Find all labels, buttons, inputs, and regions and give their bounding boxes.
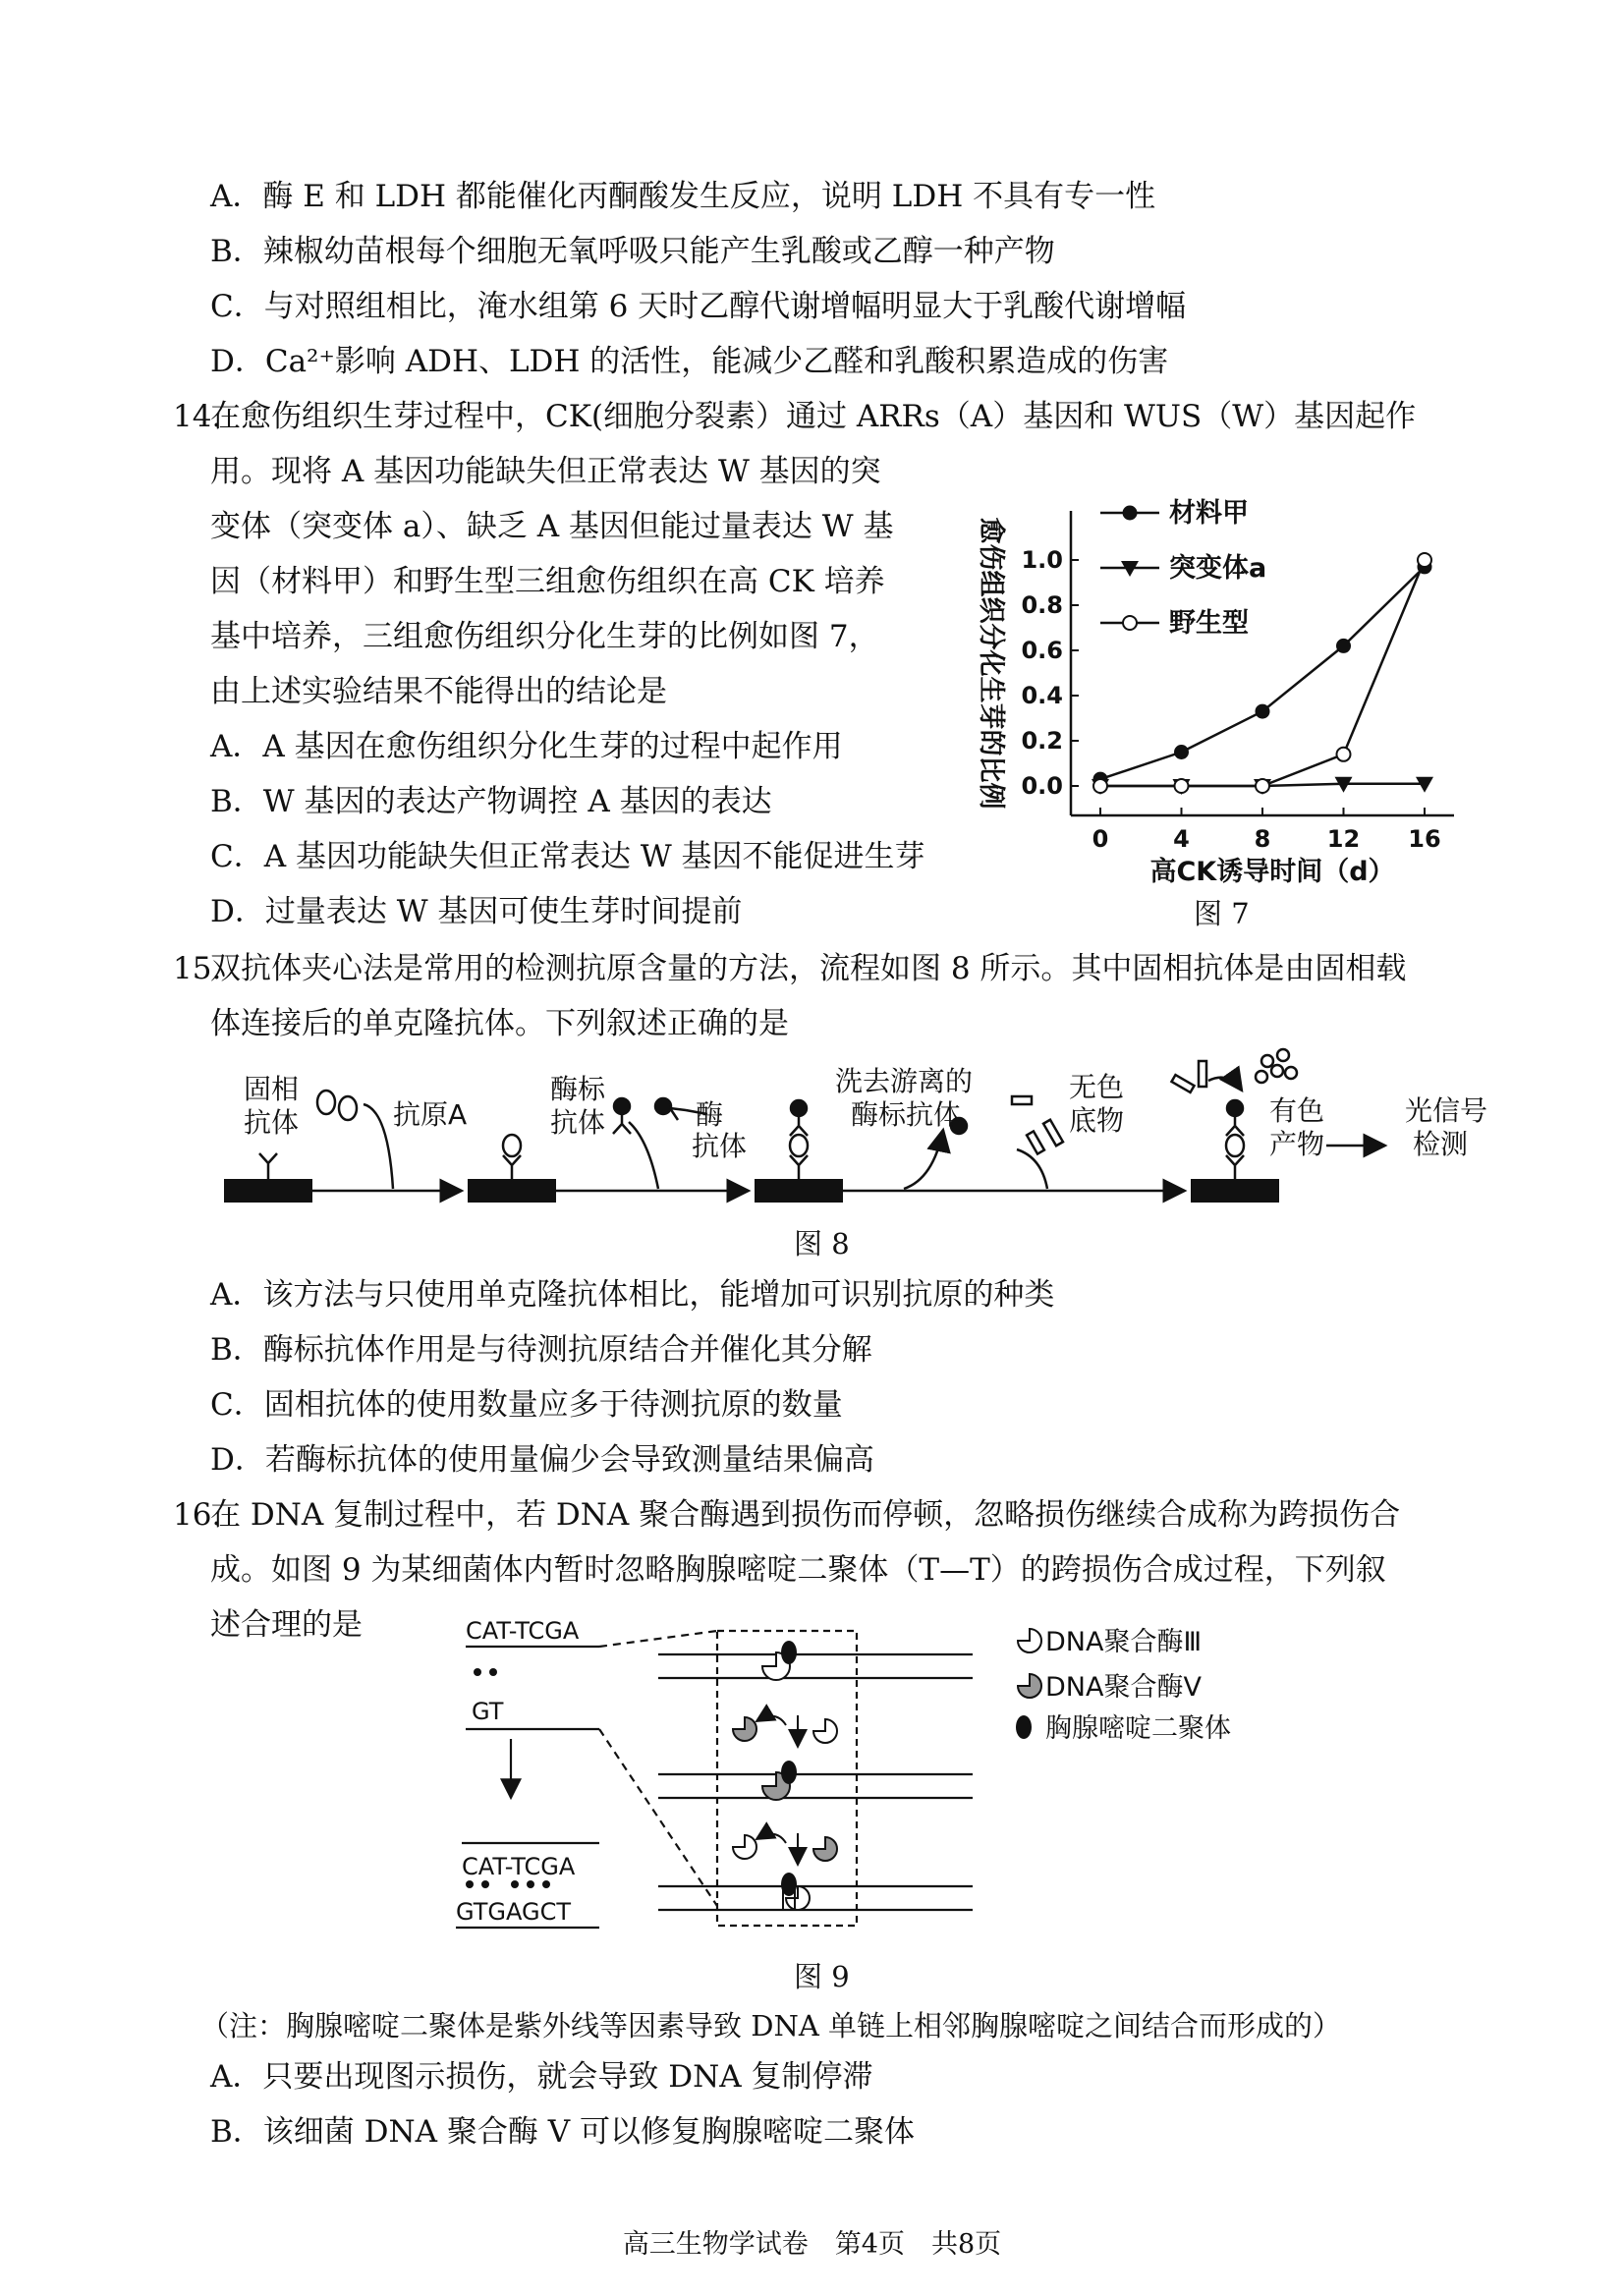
y-tick-label: 0.4 <box>1021 682 1063 709</box>
series-2-point <box>1175 779 1189 793</box>
legend-label: 野生型 <box>1169 608 1249 639</box>
series-2-point <box>1093 779 1107 793</box>
series-2-point <box>1256 779 1269 793</box>
legend-marker <box>1123 616 1137 630</box>
figure-7-caption: 图 7 <box>1194 897 1250 930</box>
q14-option-c: C．A 基因功能缺失但正常表达 W 基因不能促进生芽 <box>210 839 925 874</box>
solid-support <box>1191 1179 1279 1203</box>
y-tick-label: 0.8 <box>1021 591 1063 619</box>
q16-line: 在 DNA 复制过程中，若 DNA 聚合酶遇到损伤而停顿，忽略损伤继续合成称为跨损伤合 <box>210 1497 1401 1533</box>
label-colored-product: 产物 <box>1269 1128 1325 1160</box>
series-0-point <box>1337 639 1351 652</box>
q14-line: 因（材料甲）和野生型三组愈伤组织在高 CK 培养 <box>210 564 885 599</box>
y-tick-label: 0.6 <box>1021 637 1063 664</box>
page-footer: 高三生物学试卷 第4页 共8页 <box>622 2229 1002 2260</box>
seq-top-2: CAT-TCGA <box>462 1853 576 1880</box>
label-enzyme: 酶 <box>696 1098 724 1131</box>
label-optical-detection: 光信号 <box>1405 1094 1488 1127</box>
q14-number: 14. <box>173 399 222 434</box>
q14-option-d: D．过量表达 W 基因可使生芽时间提前 <box>210 894 743 929</box>
figure-8-diagram <box>216 1041 1513 1218</box>
q13-option-b: B．辣椒幼苗根每个细胞无氧呼吸只能产生乳酸或乙醇一种产物 <box>210 234 1055 269</box>
seq-bottom-1: GT <box>472 1698 504 1725</box>
figure-9-caption: 图 9 <box>794 1960 850 1993</box>
legend-label: 突变体a <box>1169 553 1267 584</box>
series-line-0 <box>1100 567 1425 779</box>
label-antibody: 抗体 <box>692 1130 748 1162</box>
x-tick-label: 16 <box>1408 825 1441 853</box>
legend-pol5: DNA聚合酶Ⅴ <box>1045 1672 1202 1703</box>
q15-line: 双抗体夹心法是常用的检测抗原含量的方法，流程如图 8 所示。其中固相抗体是由固相载 <box>210 951 1407 986</box>
solid-support <box>224 1179 312 1203</box>
q16-number: 16. <box>173 1497 222 1533</box>
label-colored-product: 有色 <box>1269 1094 1325 1127</box>
label-wash: 洗去游离的 <box>835 1065 974 1097</box>
x-tick-label: 12 <box>1326 825 1361 853</box>
label-enzyme-labeled: 酶标 <box>550 1073 606 1105</box>
figure-8-caption: 图 8 <box>794 1227 850 1260</box>
series-2-point <box>1418 553 1431 567</box>
x-axis-label: 高CK诱导时间（d） <box>1149 857 1395 887</box>
figure-9-diagram <box>432 1611 1316 1945</box>
legend-pol3: DNA聚合酶Ⅲ <box>1045 1627 1203 1657</box>
label-solid-antibody: 抗体 <box>244 1106 300 1139</box>
label-wash: 酶标抗体 <box>851 1098 962 1131</box>
pol5-legend-icon <box>1018 1674 1041 1698</box>
q13-option-c: C．与对照组相比，淹水组第 6 天时乙醇代谢增幅明显大于乳酸代谢增幅 <box>210 289 1187 324</box>
q14-line: 由上述实验结果不能得出的结论是 <box>210 674 667 709</box>
series-2-point <box>1337 748 1351 761</box>
pol3-legend-icon <box>1018 1629 1041 1652</box>
label-colorless-substrate: 无色 <box>1069 1071 1125 1103</box>
q13-option-d: D．Ca²⁺影响 ADH、LDH 的活性，能减少乙醛和乳酸积累造成的伤害 <box>210 344 1169 379</box>
legend-label: 材料甲 <box>1169 498 1249 529</box>
q16-note: （注：胸腺嘧啶二聚体是紫外线等因素导致 DNA 单链上相邻胸腺嘧啶之间结合而形成的） <box>200 2009 1342 2043</box>
solid-support <box>755 1179 843 1203</box>
y-tick-label: 0.0 <box>1021 772 1063 800</box>
x-tick-label: 8 <box>1254 825 1271 853</box>
legend-marker <box>1123 506 1137 520</box>
q16-line: 述合理的是 <box>210 1607 363 1643</box>
q14-line: 用。现将 A 基因功能缺失但正常表达 W 基因的突 <box>210 454 881 489</box>
label-optical-detection: 检测 <box>1413 1128 1469 1160</box>
q14-line: 基中培养，三组愈伤组织分化生芽的比例如图 7， <box>210 619 879 654</box>
seq-top-1: CAT-TCGA <box>466 1617 580 1645</box>
figure-7-chart <box>943 462 1493 894</box>
dimer-legend-icon <box>1016 1715 1032 1739</box>
q15-option-c: C．固相抗体的使用数量应多于待测抗原的数量 <box>210 1387 843 1423</box>
q15-line: 体连接后的单克隆抗体。下列叙述正确的是 <box>210 1006 789 1041</box>
q14-option-a: A．A 基因在愈伤组织分化生芽的过程中起作用 <box>210 729 843 764</box>
q16-option-b: B．该细菌 DNA 聚合酶 V 可以修复胸腺嘧啶二聚体 <box>210 2114 915 2150</box>
q16-line: 成。如图 9 为某细菌体内暂时忽略胸腺嘧啶二聚体（T—T）的跨损伤合成过程，下列叙 <box>210 1552 1386 1588</box>
label-solid-antibody: 固相 <box>244 1073 300 1105</box>
solid-support <box>468 1179 556 1203</box>
series-0-point <box>1175 746 1189 759</box>
q15-option-b: B．酶标抗体作用是与待测抗原结合并催化其分解 <box>210 1332 872 1368</box>
q15-option-d: D．若酶标抗体的使用量偏少会导致测量结果偏高 <box>210 1442 874 1478</box>
label-colorless-substrate: 底物 <box>1069 1104 1125 1137</box>
x-tick-label: 0 <box>1092 825 1109 853</box>
label-enzyme-labeled: 抗体 <box>550 1106 606 1139</box>
q15-option-a: A．该方法与只使用单克隆抗体相比，能增加可识别抗原的种类 <box>210 1277 1055 1313</box>
legend-dimer: 胸腺嘧啶二聚体 <box>1045 1713 1231 1744</box>
seq-bottom-2: GTGAGCT <box>456 1898 572 1926</box>
series-line-2 <box>1100 560 1425 786</box>
q13-option-a: A．酶 E 和 LDH 都能催化丙酮酸发生反应，说明 LDH 不具有专一性 <box>210 179 1156 214</box>
series-0-point <box>1256 704 1269 718</box>
q14-option-b: B．W 基因的表达产物调控 A 基因的表达 <box>210 784 772 819</box>
q14-line: 在愈伤组织生芽过程中，CK(细胞分裂素）通过 ARRs（A）基因和 WUS（W）基因起作 <box>210 399 1417 434</box>
y-tick-label: 1.0 <box>1021 546 1063 574</box>
y-tick-label: 0.2 <box>1021 727 1063 755</box>
label-antigen-a: 抗原A <box>393 1098 468 1131</box>
q14-line: 变体（突变体 a）、缺乏 A 基因但能过量表达 W 基 <box>210 509 894 544</box>
x-tick-label: 4 <box>1173 825 1190 853</box>
q16-option-a: A．只要出现图示损伤，就会导致 DNA 复制停滞 <box>210 2059 873 2095</box>
y-axis-label: 愈伤组织分化生芽的比例 <box>976 517 1006 810</box>
q15-number: 15. <box>173 951 222 986</box>
